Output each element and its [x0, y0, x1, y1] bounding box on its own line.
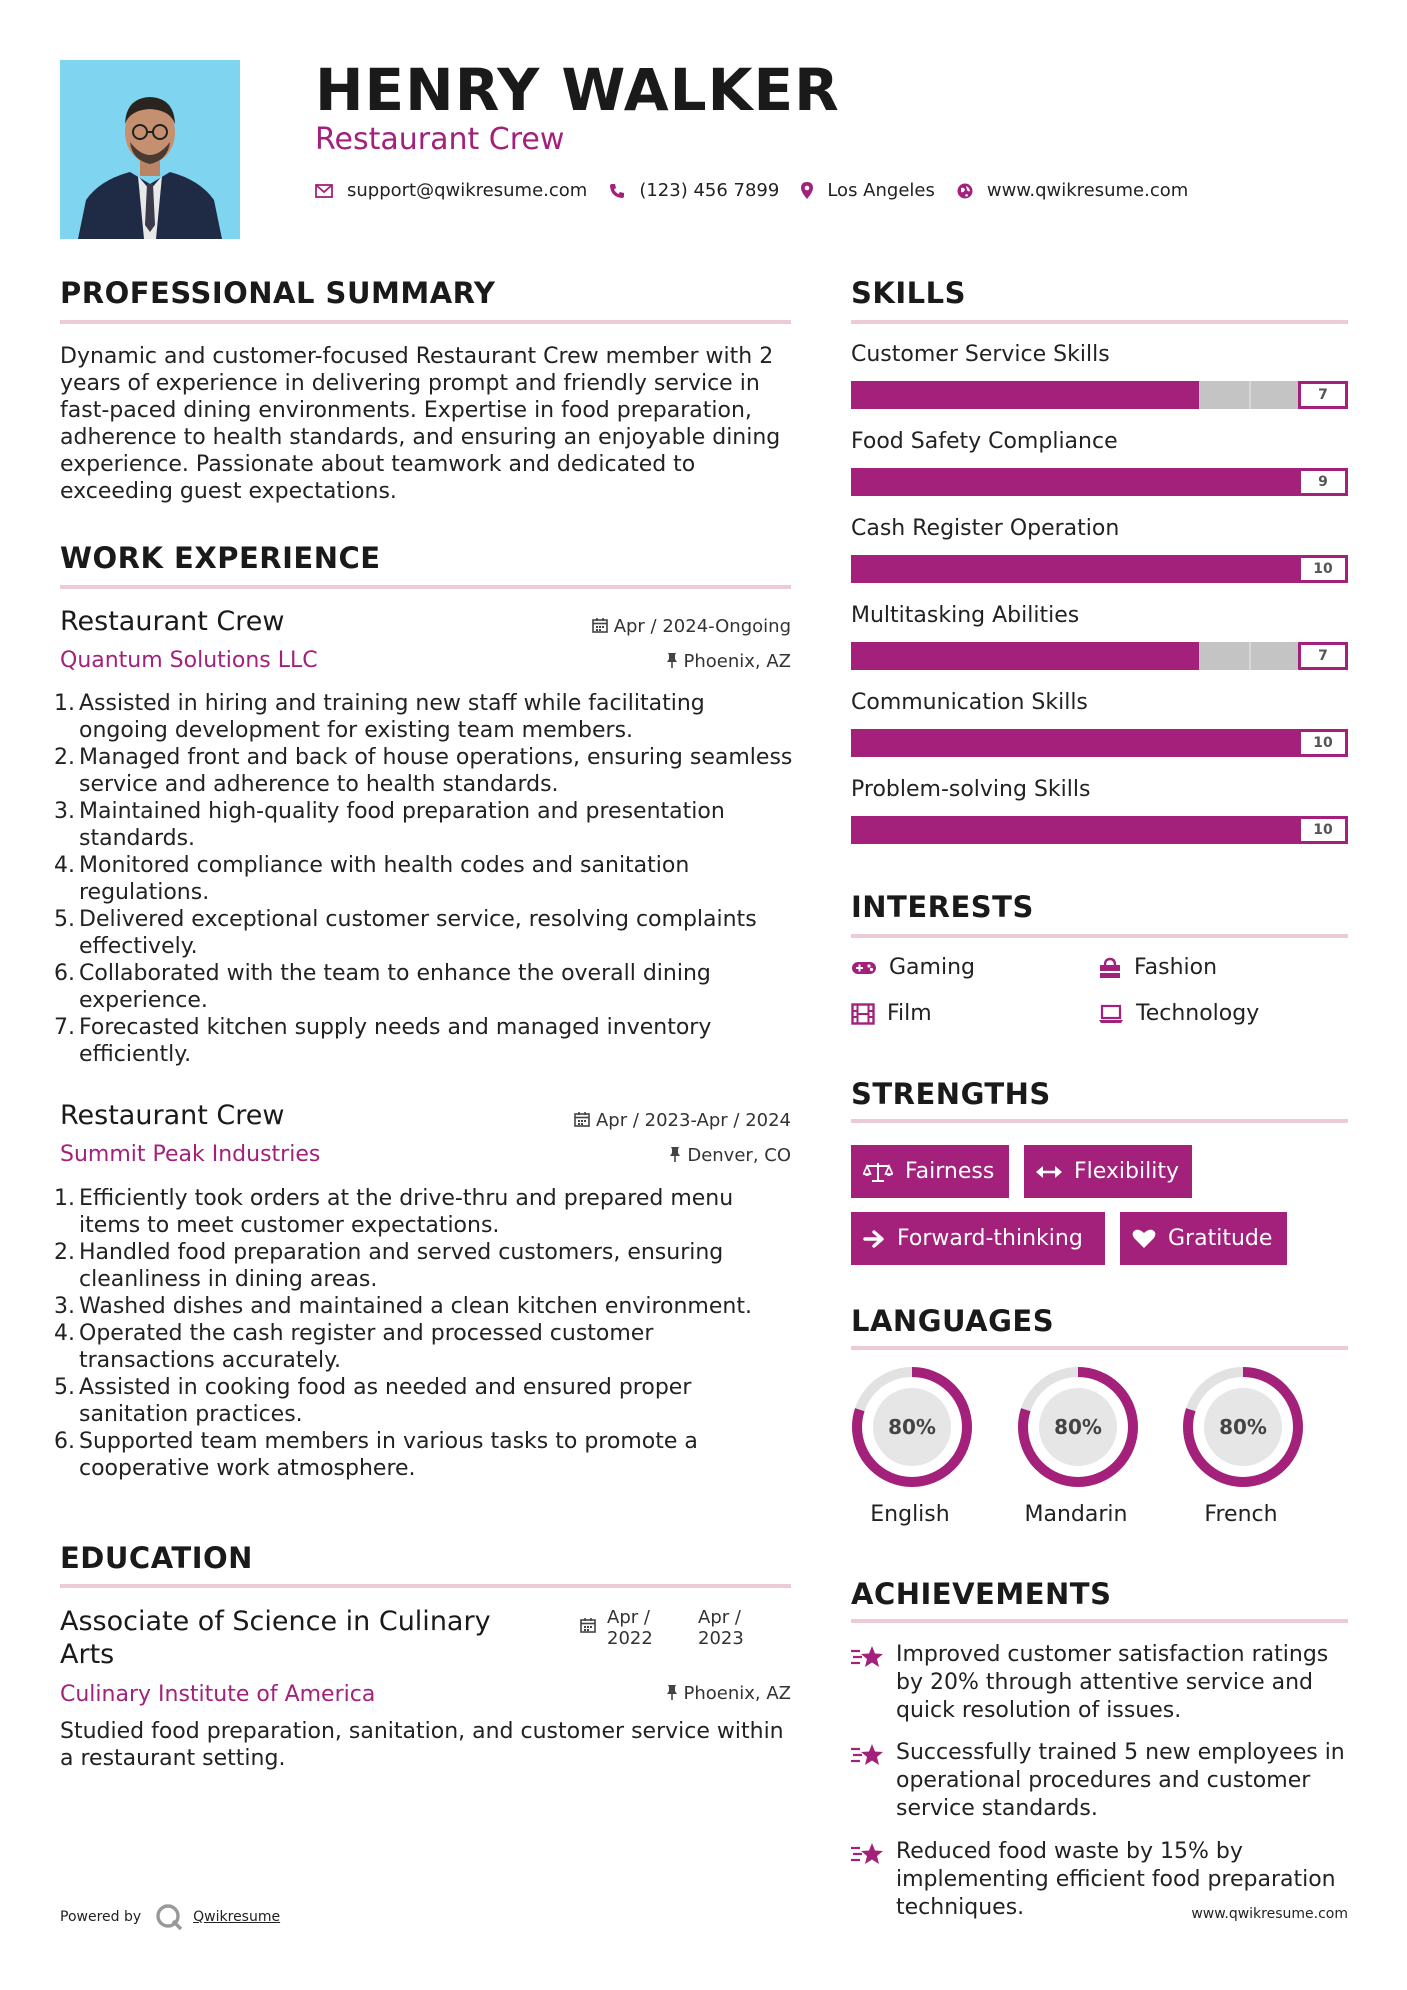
strength-label: Flexibility [1074, 1159, 1179, 1184]
list-item-text: Assisted in cooking food as needed and ensured proper sanitation practices. [79, 1375, 692, 1427]
list-item-text: Managed front and back of house operations, ensuring seamless service and adherence to health standards. [79, 745, 793, 797]
job-location-text: Phoenix, AZ [683, 651, 791, 672]
list-item-text: Delivered exceptional customer service, resolving complaints effectively. [79, 907, 757, 959]
interest-gaming [851, 955, 975, 980]
strength-label: Fairness [905, 1159, 995, 1184]
summary-text: Dynamic and customer-focused Restaurant Crew member with 2 years of experience in delivering prompt and friendly service in fast-paced dining environments. Expertise in food preparation, adherence to health standards, and ensuring an enjoyable dining experience. Passionate about teamwork and dedicated to exceeding guest expectations. [60, 344, 781, 504]
interests-divider [851, 934, 1348, 938]
skill-level-bar [851, 816, 1348, 844]
language-percent: 80% [888, 1415, 936, 1439]
edu-end-date [698, 1607, 744, 1649]
list-item [54, 1293, 795, 1320]
achievement-text: Improved customer satisfaction ratings by 20% through attentive service and quick resolution of issues. [896, 1642, 1329, 1723]
skill-level-fill [851, 642, 1199, 670]
job-responsibilities [54, 690, 795, 1068]
interest-technology [1098, 1001, 1259, 1026]
calendar-icon [592, 617, 608, 637]
language-proficiency-ring [1017, 1366, 1139, 1488]
envelope-icon [315, 184, 333, 198]
strengths-divider [851, 1119, 1348, 1123]
email-link[interactable]: support@qwikresume.com [347, 180, 588, 201]
interest-fashion [1098, 955, 1217, 980]
summary-heading: PROFESSIONAL SUMMARY [60, 276, 496, 310]
skill-level-badge: 10 [1298, 816, 1348, 844]
skill-level-fill [851, 381, 1199, 409]
language-name: Mandarin [1024, 1502, 1128, 1527]
list-item [54, 798, 795, 852]
skill-label: Customer Service Skills [851, 342, 1110, 367]
achievements-heading: ACHIEVEMENTS [851, 1577, 1112, 1611]
company-name: Quantum Solutions LLC [60, 648, 318, 673]
interest-label: Fashion [1134, 955, 1218, 980]
list-item [54, 1185, 795, 1239]
edu-end-month: Apr / [698, 1607, 741, 1628]
experience-divider [60, 585, 791, 589]
phone-number: (123) 456 7899 [639, 180, 780, 201]
list-item [54, 960, 795, 1014]
strength-chip-gratitude [1120, 1212, 1287, 1265]
list-item-text: Washed dishes and maintained a clean kitchen environment. [79, 1294, 752, 1319]
laptop-icon [1098, 1004, 1124, 1024]
achievement-item [851, 1739, 1351, 1823]
arrows-horizontal-icon [1036, 1165, 1062, 1179]
language-percent: 80% [1219, 1415, 1267, 1439]
calendar-icon [580, 1617, 596, 1633]
list-number: 2. [54, 1240, 75, 1265]
degree-title: Associate of Science in Culinary [60, 1606, 491, 1637]
job-title: Restaurant Crew [60, 1100, 285, 1131]
strengths-heading: STRENGTHS [851, 1077, 1051, 1111]
job-date-text: Apr / 2023-Apr / 2024 [595, 1110, 791, 1131]
skill-level-badge: 7 [1298, 381, 1348, 409]
qwikresume-link[interactable]: Qwikresume [193, 1909, 281, 1925]
job-date [592, 616, 791, 637]
shopping-bag-icon [1098, 957, 1122, 979]
education-text: Studied food preparation, sanitation, and customer service within a restaurant setting. [60, 1719, 784, 1771]
skills-divider [851, 320, 1348, 324]
skill-label: Multitasking Abilities [851, 603, 1080, 628]
website-link[interactable]: www.qwikresume.com [986, 180, 1189, 201]
pushpin-icon [669, 1146, 681, 1166]
skill-level-bar [851, 642, 1348, 670]
arrow-right-icon [863, 1230, 885, 1248]
shooting-star-icon [851, 1739, 896, 1823]
balance-scale-icon [863, 1161, 893, 1183]
list-number: 1. [54, 1186, 75, 1211]
calendar-icon [574, 1111, 590, 1131]
list-item [54, 1014, 795, 1068]
list-item [54, 690, 795, 744]
qwikresume-logo-icon [155, 1903, 183, 1931]
list-item-text: Supported team members in various tasks to promote a cooperative work atmosphere. [79, 1429, 698, 1481]
achievements-divider [851, 1619, 1348, 1623]
footer-url[interactable]: www.qwikresume.com [1191, 1906, 1348, 1922]
map-marker-icon [801, 182, 813, 199]
edu-location [666, 1683, 792, 1704]
skill-level-bar [851, 555, 1348, 583]
list-number: 1. [54, 691, 75, 716]
interest-label: Technology [1136, 1001, 1260, 1026]
heart-icon [1132, 1228, 1156, 1249]
edu-start-year: 2022 [607, 1628, 653, 1649]
list-number: 2. [54, 745, 75, 770]
skill-segment-divider [1249, 381, 1251, 409]
list-number: 5. [54, 1375, 75, 1400]
list-item [54, 1320, 795, 1374]
interest-label: Film [887, 1001, 932, 1026]
shooting-star-icon [851, 1641, 896, 1725]
language-proficiency-ring [1182, 1366, 1304, 1488]
job-date [574, 1110, 791, 1131]
job-location-text: Denver, CO [687, 1145, 791, 1166]
strength-chip-forward-thinking [851, 1212, 1105, 1265]
list-number: 3. [54, 1294, 75, 1319]
education-divider [60, 1584, 791, 1588]
list-item-text: Assisted in hiring and training new staff while facilitating ongoing development for existing team members. [79, 691, 705, 743]
list-number: 4. [54, 853, 75, 878]
list-item-text: Monitored compliance with health codes and sanitation regulations. [79, 853, 690, 905]
pushpin-icon [666, 652, 678, 672]
strength-chip-fairness [851, 1145, 1009, 1198]
list-item [54, 744, 795, 798]
skill-level-bar [851, 729, 1348, 757]
skills-heading: SKILLS [851, 276, 966, 310]
interests-heading: INTERESTS [851, 890, 1034, 924]
job-location [669, 1145, 791, 1166]
language-proficiency-ring [851, 1366, 973, 1488]
skill-label: Food Safety Compliance [851, 429, 1118, 454]
edu-end-year: 2023 [698, 1628, 744, 1649]
location-text: Los Angeles [827, 180, 935, 201]
skill-level-fill [851, 555, 1348, 583]
interest-label: Gaming [889, 955, 975, 980]
edu-start-date [607, 1607, 653, 1649]
skill-level-bar [851, 468, 1348, 496]
profile-photo [60, 60, 240, 239]
skill-level-badge: 10 [1298, 729, 1348, 757]
summary-divider [60, 320, 791, 324]
candidate-role: Restaurant Crew [315, 122, 565, 157]
globe-icon [957, 183, 973, 199]
skill-segment-divider [1249, 642, 1251, 670]
achievement-text: Successfully trained 5 new employees in operational procedures and customer service standards. [896, 1740, 1345, 1821]
powered-by-text: Powered by [60, 1909, 142, 1925]
list-item [54, 1374, 795, 1428]
strength-label: Gratitude [1168, 1226, 1273, 1251]
skill-label: Cash Register Operation [851, 516, 1120, 541]
list-item-text: Efficiently took orders at the drive-thru and prepared menu items to meet customer expectations. [79, 1186, 734, 1238]
phone-icon [609, 183, 625, 199]
list-item [54, 1239, 795, 1293]
job-date-text: Apr / 2024-Ongoing [613, 616, 791, 637]
language-percent: 80% [1054, 1415, 1102, 1439]
list-item [54, 1428, 795, 1482]
language-name: French [1204, 1502, 1278, 1527]
strength-label: Forward-thinking [897, 1226, 1083, 1251]
film-icon [851, 1003, 875, 1025]
gamepad-icon [851, 960, 877, 976]
job-responsibilities [54, 1185, 795, 1482]
list-number: 4. [54, 1321, 75, 1346]
skill-level-badge: 10 [1298, 555, 1348, 583]
company-name: Summit Peak Industries [60, 1142, 321, 1167]
skill-label: Communication Skills [851, 690, 1088, 715]
list-number: 5. [54, 907, 75, 932]
languages-divider [851, 1346, 1348, 1350]
skill-level-fill [851, 468, 1298, 496]
skill-level-badge: 9 [1298, 468, 1348, 496]
school-name: Culinary Institute of America [60, 1682, 376, 1707]
education-heading: EDUCATION [60, 1541, 253, 1575]
interest-film [851, 1001, 932, 1026]
skill-label: Problem-solving Skills [851, 777, 1091, 802]
list-item [54, 906, 795, 960]
list-item-text: Forecasted kitchen supply needs and managed inventory efficiently. [79, 1015, 712, 1067]
language-name: English [870, 1502, 950, 1527]
pushpin-icon [666, 1684, 678, 1704]
languages-heading: LANGUAGES [851, 1304, 1055, 1338]
list-number: 6. [54, 1429, 75, 1454]
list-number: 6. [54, 961, 75, 986]
degree-title-cont: Arts [60, 1639, 115, 1670]
skill-level-badge: 7 [1298, 642, 1348, 670]
list-item-text: Collaborated with the team to enhance the overall dining experience. [79, 961, 711, 1013]
skill-level-fill [851, 729, 1348, 757]
candidate-name: HENRY WALKER [315, 56, 840, 124]
shooting-star-icon [851, 1838, 896, 1922]
edu-start-month: Apr / [607, 1607, 650, 1628]
list-item-text: Maintained high-quality food preparation and presentation standards. [79, 799, 725, 851]
list-item [54, 852, 795, 906]
footer-powered-by [60, 1903, 280, 1931]
achievement-item [851, 1641, 1351, 1725]
list-number: 3. [54, 799, 75, 824]
contact-bar [315, 180, 1210, 201]
list-number: 7. [54, 1015, 75, 1040]
achievement-text: Reduced food waste by 15% by implementing efficient food preparation techniques. [896, 1839, 1336, 1920]
edu-location-text: Phoenix, AZ [683, 1683, 791, 1704]
job-location [666, 651, 792, 672]
job-title: Restaurant Crew [60, 606, 285, 637]
list-item-text: Handled food preparation and served customers, ensuring cleanliness in dining areas. [79, 1240, 724, 1292]
skill-level-bar [851, 381, 1348, 409]
skill-level-fill [851, 816, 1348, 844]
strength-chip-flexibility [1024, 1145, 1192, 1198]
experience-heading: WORK EXPERIENCE [60, 541, 381, 575]
list-item-text: Operated the cash register and processed customer transactions accurately. [79, 1321, 654, 1373]
